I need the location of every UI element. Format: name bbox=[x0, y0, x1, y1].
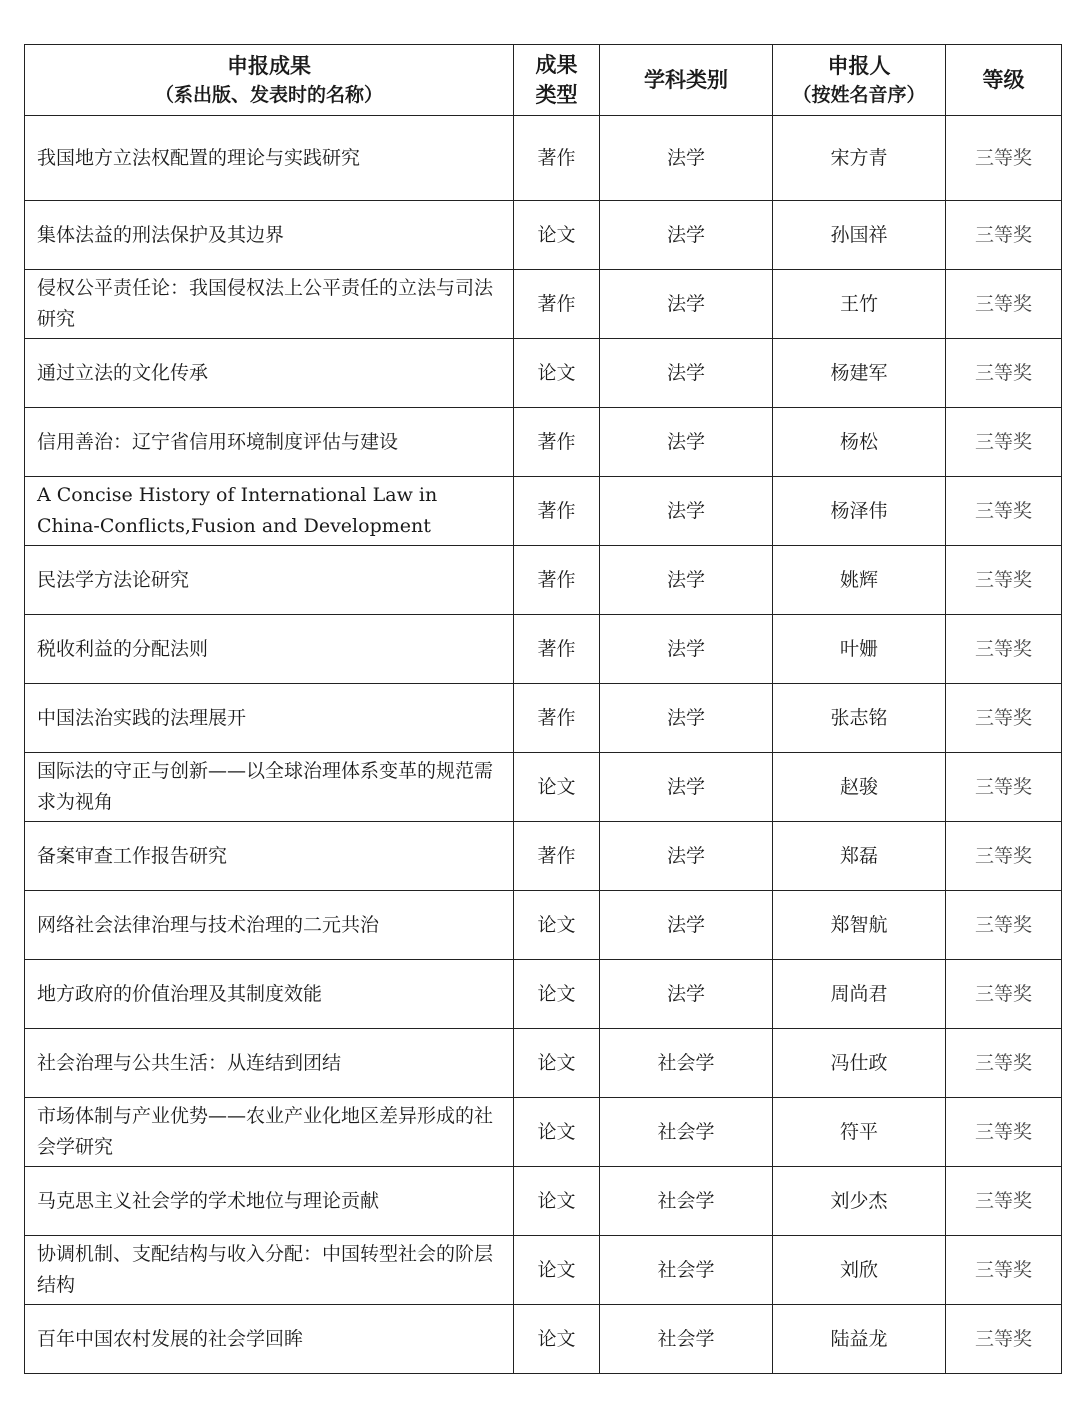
cell-level: 三等奖 bbox=[946, 270, 1062, 339]
cell-applicant: 陆益龙 bbox=[773, 1305, 946, 1374]
cell-title: 社会治理与公共生活：从连结到团结 bbox=[25, 1029, 514, 1098]
header-title-main: 申报成果 bbox=[227, 53, 311, 78]
cell-discipline: 法学 bbox=[600, 546, 773, 615]
cell-title: 信用善治：辽宁省信用环境制度评估与建设 bbox=[25, 408, 514, 477]
header-type bbox=[514, 45, 600, 116]
cell-level: 三等奖 bbox=[946, 408, 1062, 477]
cell-level: 三等奖 bbox=[946, 822, 1062, 891]
cell-discipline: 法学 bbox=[600, 960, 773, 1029]
header-type-line1: 成果 bbox=[535, 52, 578, 77]
table-row bbox=[25, 615, 1062, 684]
cell-type: 著作 bbox=[514, 408, 600, 477]
cell-level: 三等奖 bbox=[946, 1098, 1062, 1167]
table-row bbox=[25, 960, 1062, 1029]
table-row bbox=[25, 477, 1062, 546]
cell-applicant: 郑磊 bbox=[773, 822, 946, 891]
cell-title: 百年中国农村发展的社会学回眸 bbox=[25, 1305, 514, 1374]
cell-title: 地方政府的价值治理及其制度效能 bbox=[25, 960, 514, 1029]
cell-applicant: 杨建军 bbox=[773, 339, 946, 408]
cell-discipline: 法学 bbox=[600, 753, 773, 822]
cell-type: 论文 bbox=[514, 1167, 600, 1236]
cell-applicant: 张志铭 bbox=[773, 684, 946, 753]
cell-level: 三等奖 bbox=[946, 615, 1062, 684]
cell-type: 论文 bbox=[514, 891, 600, 960]
table-row bbox=[25, 270, 1062, 339]
cell-title: 中国法治实践的法理展开 bbox=[25, 684, 514, 753]
header-type-line2: 类型 bbox=[535, 82, 578, 107]
table-row bbox=[25, 684, 1062, 753]
cell-type: 著作 bbox=[514, 615, 600, 684]
table-row bbox=[25, 408, 1062, 477]
cell-title: 通过立法的文化传承 bbox=[25, 339, 514, 408]
cell-title: 我国地方立法权配置的理论与实践研究 bbox=[25, 116, 514, 201]
header-applicant-main: 申报人 bbox=[827, 53, 891, 78]
cell-discipline: 法学 bbox=[600, 339, 773, 408]
table-row bbox=[25, 116, 1062, 201]
cell-title: A Concise History of International Law in China-Conflicts,Fusion and Development bbox=[25, 477, 514, 546]
cell-applicant: 刘少杰 bbox=[773, 1167, 946, 1236]
table-row bbox=[25, 1305, 1062, 1374]
cell-applicant: 叶姗 bbox=[773, 615, 946, 684]
cell-discipline: 社会学 bbox=[600, 1029, 773, 1098]
cell-type: 论文 bbox=[514, 753, 600, 822]
cell-title: 集体法益的刑法保护及其边界 bbox=[25, 201, 514, 270]
cell-applicant: 郑智航 bbox=[773, 891, 946, 960]
table-row bbox=[25, 891, 1062, 960]
cell-applicant: 孙国祥 bbox=[773, 201, 946, 270]
cell-level: 三等奖 bbox=[946, 116, 1062, 201]
cell-applicant: 刘欣 bbox=[773, 1236, 946, 1305]
cell-discipline: 法学 bbox=[600, 615, 773, 684]
cell-type: 论文 bbox=[514, 201, 600, 270]
cell-title: 民法学方法论研究 bbox=[25, 546, 514, 615]
cell-type: 论文 bbox=[514, 1098, 600, 1167]
cell-level: 三等奖 bbox=[946, 339, 1062, 408]
cell-level: 三等奖 bbox=[946, 201, 1062, 270]
cell-type: 论文 bbox=[514, 1305, 600, 1374]
cell-applicant: 王竹 bbox=[773, 270, 946, 339]
cell-discipline: 法学 bbox=[600, 891, 773, 960]
header-applicant bbox=[773, 45, 946, 116]
cell-discipline: 法学 bbox=[600, 408, 773, 477]
cell-type: 论文 bbox=[514, 1236, 600, 1305]
table-row bbox=[25, 1029, 1062, 1098]
cell-type: 著作 bbox=[514, 822, 600, 891]
cell-type: 著作 bbox=[514, 684, 600, 753]
cell-discipline: 法学 bbox=[600, 116, 773, 201]
table-row bbox=[25, 339, 1062, 408]
table-header-row bbox=[25, 45, 1062, 116]
cell-applicant: 冯仕政 bbox=[773, 1029, 946, 1098]
cell-level: 三等奖 bbox=[946, 1305, 1062, 1374]
header-level: 等级 bbox=[946, 45, 1062, 116]
cell-type: 论文 bbox=[514, 339, 600, 408]
cell-discipline: 法学 bbox=[600, 201, 773, 270]
header-applicant-sub: （按姓名音序） bbox=[792, 84, 926, 106]
cell-level: 三等奖 bbox=[946, 960, 1062, 1029]
cell-type: 著作 bbox=[514, 477, 600, 546]
cell-type: 著作 bbox=[514, 546, 600, 615]
cell-applicant: 赵骏 bbox=[773, 753, 946, 822]
table-row bbox=[25, 546, 1062, 615]
cell-discipline: 社会学 bbox=[600, 1098, 773, 1167]
cell-level: 三等奖 bbox=[946, 546, 1062, 615]
cell-type: 著作 bbox=[514, 270, 600, 339]
cell-title: 侵权公平责任论：我国侵权法上公平责任的立法与司法研究 bbox=[25, 270, 514, 339]
header-discipline: 学科类别 bbox=[600, 45, 773, 116]
table-body bbox=[25, 116, 1062, 1374]
cell-title: 网络社会法律治理与技术治理的二元共治 bbox=[25, 891, 514, 960]
cell-discipline: 法学 bbox=[600, 822, 773, 891]
cell-title: 备案审查工作报告研究 bbox=[25, 822, 514, 891]
cell-applicant: 姚辉 bbox=[773, 546, 946, 615]
cell-discipline: 社会学 bbox=[600, 1305, 773, 1374]
cell-type: 论文 bbox=[514, 960, 600, 1029]
cell-title: 协调机制、支配结构与收入分配：中国转型社会的阶层结构 bbox=[25, 1236, 514, 1305]
cell-discipline: 法学 bbox=[600, 684, 773, 753]
cell-level: 三等奖 bbox=[946, 753, 1062, 822]
cell-applicant: 杨松 bbox=[773, 408, 946, 477]
cell-applicant: 符平 bbox=[773, 1098, 946, 1167]
cell-title: 市场体制与产业优势——农业产业化地区差异形成的社会学研究 bbox=[25, 1098, 514, 1167]
cell-discipline: 法学 bbox=[600, 270, 773, 339]
cell-discipline: 社会学 bbox=[600, 1236, 773, 1305]
cell-applicant: 周尚君 bbox=[773, 960, 946, 1029]
cell-title: 税收利益的分配法则 bbox=[25, 615, 514, 684]
cell-discipline: 法学 bbox=[600, 477, 773, 546]
cell-level: 三等奖 bbox=[946, 477, 1062, 546]
cell-level: 三等奖 bbox=[946, 1167, 1062, 1236]
cell-level: 三等奖 bbox=[946, 891, 1062, 960]
table-row bbox=[25, 1098, 1062, 1167]
header-title bbox=[25, 45, 514, 116]
cell-discipline: 社会学 bbox=[600, 1167, 773, 1236]
cell-title: 国际法的守正与创新——以全球治理体系变革的规范需求为视角 bbox=[25, 753, 514, 822]
cell-level: 三等奖 bbox=[946, 684, 1062, 753]
cell-title: 马克思主义社会学的学术地位与理论贡献 bbox=[25, 1167, 514, 1236]
awards-table bbox=[24, 44, 1062, 1374]
cell-applicant: 杨泽伟 bbox=[773, 477, 946, 546]
cell-type: 论文 bbox=[514, 1029, 600, 1098]
cell-level: 三等奖 bbox=[946, 1236, 1062, 1305]
cell-type: 著作 bbox=[514, 116, 600, 201]
header-title-sub: （系出版、发表时的名称） bbox=[154, 84, 383, 106]
cell-applicant: 宋方青 bbox=[773, 116, 946, 201]
table-row bbox=[25, 201, 1062, 270]
table-row bbox=[25, 1167, 1062, 1236]
cell-level: 三等奖 bbox=[946, 1029, 1062, 1098]
table-row bbox=[25, 1236, 1062, 1305]
table-row bbox=[25, 822, 1062, 891]
table-row bbox=[25, 753, 1062, 822]
